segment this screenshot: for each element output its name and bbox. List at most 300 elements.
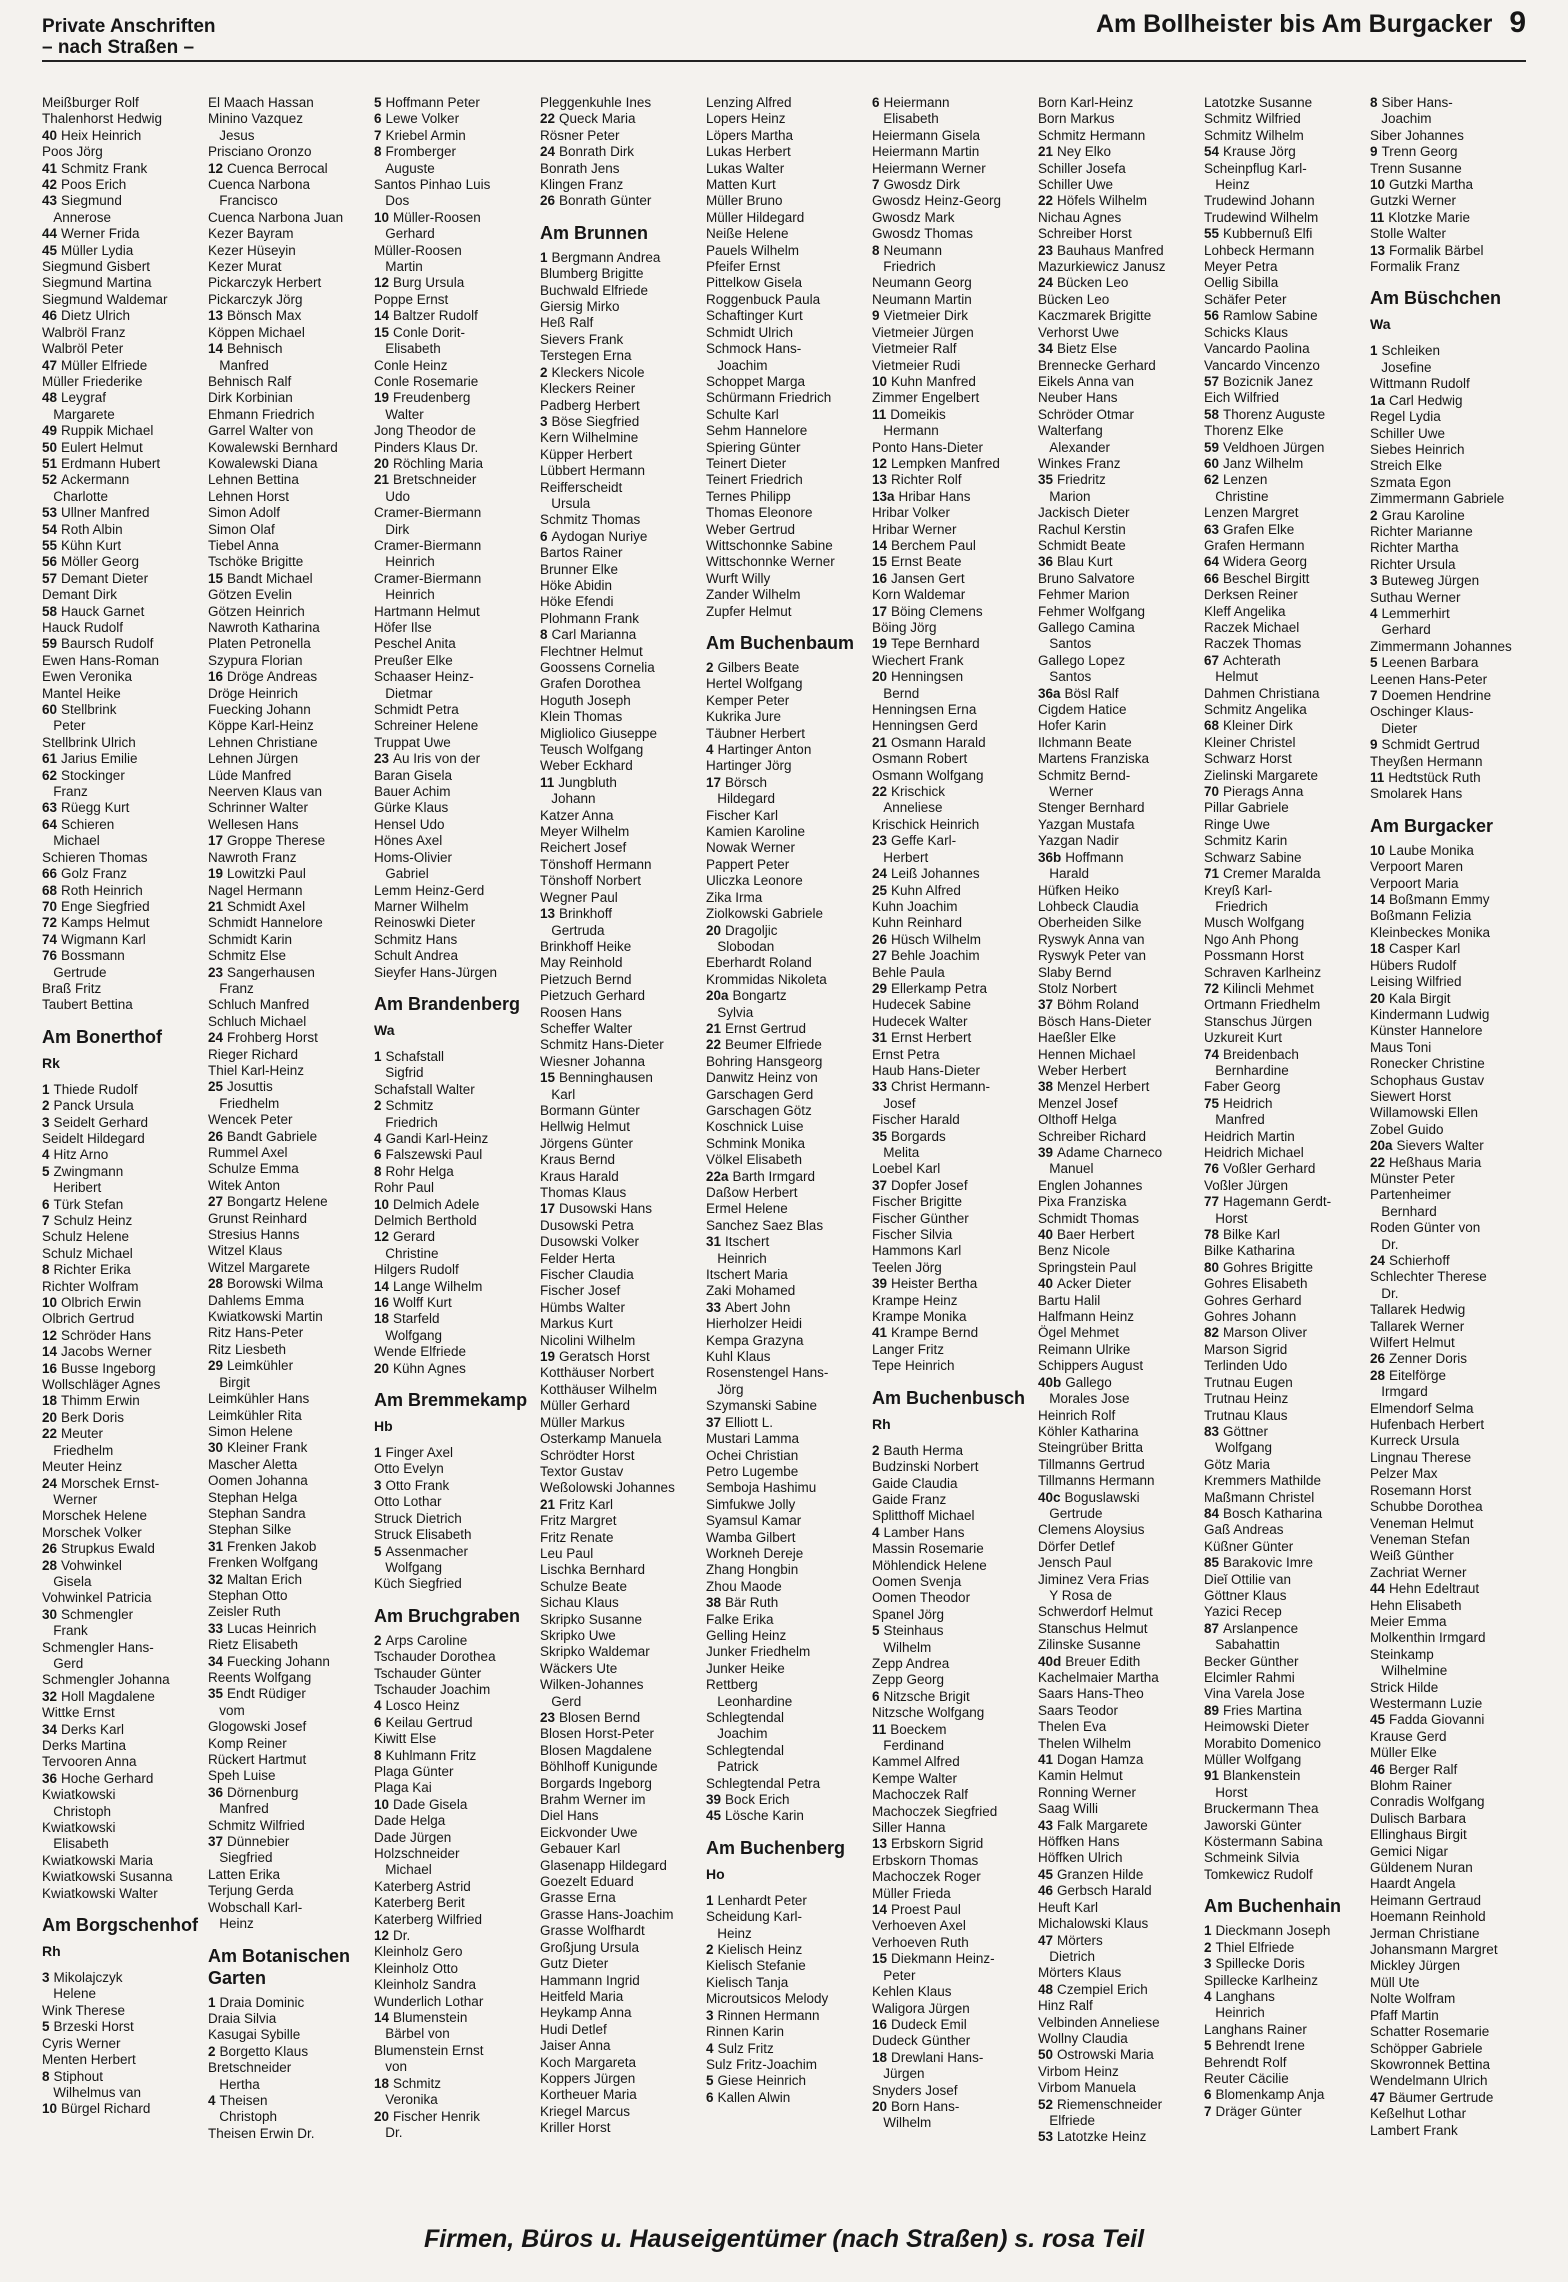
resident-entry — [1038, 1670, 1200, 1686]
resident-name: Fadda Giovanni — [1389, 1712, 1485, 1728]
resident-name: Nitzsche Wolfgang — [872, 1705, 985, 1721]
resident-entry — [374, 1115, 536, 1131]
resident-name: Lischka Bernhard — [540, 1562, 646, 1578]
house-number: 44 — [42, 226, 58, 242]
resident-name: Roden Günter von — [1370, 1220, 1481, 1236]
resident-entry — [374, 210, 536, 226]
resident-name: Gutzki Werner — [1370, 193, 1457, 209]
directory-column — [374, 95, 536, 2225]
resident-entry — [42, 702, 204, 718]
resident-name: Dietz Ulrich — [61, 308, 131, 324]
resident-name: Hoemann Reinhold — [1370, 1909, 1486, 1925]
house-number: 19 — [872, 636, 888, 652]
resident-name: Langhans — [1215, 1988, 1275, 2004]
resident-entry — [540, 1989, 702, 2005]
resident-entry — [42, 1131, 204, 1147]
resident-name: Hüsch Wilhelm — [891, 931, 982, 947]
house-number: 14 — [872, 537, 888, 553]
house-number: 22a — [706, 1168, 729, 1184]
resident-name: Thiel Elfriede — [1215, 1939, 1295, 1955]
resident-entry — [872, 505, 1034, 521]
resident-name: Casper Karl — [1389, 941, 1461, 957]
resident-name: Bretschneider — [208, 2060, 292, 2076]
resident-name: Schmidt Axel — [227, 898, 306, 914]
house-number: 22 — [872, 784, 888, 800]
house-number: 10 — [872, 373, 888, 389]
house-number: 14 — [1370, 892, 1386, 908]
house-number: 48 — [42, 390, 58, 406]
header-title-line2: – nach Straßen – — [42, 37, 195, 58]
resident-name: Böing Jörg — [872, 620, 937, 635]
resident-entry — [706, 390, 868, 406]
resident-name: Ackermann — [61, 472, 130, 488]
resident-name: Kleinholz Sandra — [374, 1977, 477, 1993]
resident-name: Rösner Peter — [540, 127, 620, 143]
resident-entry — [208, 1621, 370, 1637]
header-range-title: Am Bollheister bis Am Burgacker — [1095, 10, 1493, 38]
resident-name: Roth Heinrich — [61, 882, 143, 898]
resident-entry — [1038, 2113, 1200, 2129]
resident-name: Mustari Lamma — [706, 1431, 800, 1447]
resident-entry — [872, 1623, 1034, 1639]
resident-entry — [1038, 636, 1200, 652]
resident-name: Schmock Hans- — [706, 341, 802, 357]
resident-entry — [208, 1325, 370, 1341]
resident-name: Kuhn Manfred — [891, 373, 976, 389]
resident-name: Löpers Martha — [706, 127, 794, 143]
resident-name: Oellig Sibilla — [1204, 275, 1279, 291]
resident-entry — [1370, 1598, 1532, 1614]
resident-entry — [706, 1776, 868, 1792]
resident-name: Schmitz Bernd- — [1038, 767, 1131, 783]
resident-name: Leimkühler — [227, 1358, 294, 1374]
resident-name: Kaczmarek Brigitte — [1038, 308, 1152, 324]
resident-name: Meißburger Rolf — [42, 95, 139, 110]
resident-entry — [374, 1461, 536, 1477]
resident-entry — [1038, 2031, 1200, 2047]
resident-entry — [1204, 1030, 1366, 1046]
resident-entry — [1038, 686, 1200, 702]
resident-entry — [374, 2109, 536, 2125]
resident-name: Jaiser Anna — [540, 2038, 611, 2054]
resident-name: Pfeifer Ernst — [706, 259, 781, 275]
resident-name: Hudecek Walter — [872, 1013, 968, 1029]
house-number: 58 — [1204, 406, 1220, 422]
resident-name: Schreiber Horst — [1038, 226, 1132, 242]
resident-name: Lehnen Christiane — [208, 734, 318, 750]
resident-name: Yazici Recep — [1204, 1604, 1282, 1620]
resident-entry — [1204, 456, 1366, 472]
resident-entry — [706, 1005, 868, 1021]
resident-name: Fischer Henrik — [393, 2108, 481, 2124]
resident-entry — [42, 1804, 204, 1820]
resident-entry — [208, 833, 370, 849]
resident-name: Schwarz Horst — [1204, 751, 1292, 767]
resident-entry — [374, 1180, 536, 1196]
resident-entry — [208, 177, 370, 193]
resident-name: Fischer Brigitte — [872, 1194, 963, 1210]
resident-name: Witzel Margarete — [208, 1259, 311, 1275]
house-number: 3 — [42, 1970, 50, 1986]
house-number: 20a — [706, 988, 729, 1004]
resident-name: Müller-Roosen — [393, 209, 481, 225]
resident-entry — [1038, 948, 1200, 964]
resident-name: Benninghausen — [559, 1070, 653, 1086]
resident-name: Gerhard — [374, 226, 435, 242]
resident-name: Werner — [42, 1491, 98, 1507]
resident-entry — [872, 1738, 1034, 1754]
house-number: 24 — [208, 1030, 224, 1046]
resident-name: Y Rosa de — [1038, 1587, 1113, 1603]
house-number: 53 — [1038, 2129, 1054, 2145]
resident-entry — [208, 702, 370, 718]
resident-entry — [1204, 915, 1366, 931]
resident-name: Walbröl Franz — [42, 324, 126, 340]
resident-entry — [374, 423, 536, 439]
resident-entry — [1370, 991, 1532, 1007]
resident-entry — [872, 1754, 1034, 1770]
resident-entry — [374, 2076, 536, 2092]
resident-name: Kotthäuser Norbert — [540, 1365, 655, 1381]
resident-name: Bernhard — [1370, 1203, 1437, 1219]
house-number: 10 — [374, 209, 390, 225]
resident-entry — [540, 161, 702, 177]
resident-entry — [374, 2010, 536, 2026]
resident-entry — [42, 341, 204, 357]
resident-entry — [706, 1991, 868, 2007]
resident-name: Kezer Hüseyin — [208, 242, 296, 258]
resident-entry — [872, 177, 1034, 193]
house-number: 14 — [208, 341, 224, 357]
resident-entry — [1204, 538, 1366, 554]
resident-entry — [872, 1443, 1034, 1459]
resident-entry — [706, 2073, 868, 2089]
resident-name: Holl Magdalene — [61, 1688, 155, 1704]
resident-name: Müller Bruno — [706, 193, 783, 209]
resident-name: Kwiatkowski Martin — [208, 1309, 323, 1325]
resident-name: Lehnen Horst — [208, 488, 290, 504]
resident-entry — [1370, 1794, 1532, 1810]
resident-entry — [872, 1705, 1034, 1721]
resident-name: Trenn Susanne — [1370, 160, 1462, 176]
house-number: 38 — [1038, 1079, 1054, 1095]
resident-entry — [1370, 1827, 1532, 1843]
resident-entry — [1370, 210, 1532, 226]
resident-entry — [1038, 193, 1200, 209]
resident-entry — [1038, 2015, 1200, 2031]
resident-name: Heykamp Anna — [540, 2005, 632, 2021]
house-number: 45 — [706, 1808, 722, 1824]
resident-name: Ritz Hans-Peter — [208, 1325, 304, 1341]
resident-name: Leiß Johannes — [891, 866, 980, 882]
resident-name: Dahmen Christiana — [1204, 685, 1320, 701]
resident-name: Westermann Luzie — [1370, 1695, 1483, 1711]
street-heading: Am Bruchgraben — [374, 1605, 521, 1626]
resident-name: Skowronnek Bettina — [1370, 2056, 1491, 2072]
resident-entry — [208, 95, 370, 111]
resident-name: Dräger Günter — [1215, 2103, 1302, 2119]
resident-entry — [872, 193, 1034, 209]
resident-name: Gandi Karl-Heinz — [385, 1130, 489, 1146]
resident-name: Frenken Wolfgang — [208, 1555, 319, 1571]
resident-entry — [42, 1970, 204, 1986]
resident-name: Behle Joachim — [891, 948, 980, 964]
resident-name: Hammons Karl — [872, 1243, 962, 1259]
resident-name: Born Markus — [1038, 111, 1115, 127]
resident-entry — [42, 275, 204, 291]
resident-name: Türk Stefan — [53, 1196, 124, 1212]
resident-entry — [1370, 1433, 1532, 1449]
resident-name: Behle Paula — [872, 964, 945, 980]
resident-entry — [1370, 843, 1532, 859]
resident-entry — [42, 1738, 204, 1754]
resident-entry — [1038, 292, 1200, 308]
resident-entry — [1038, 718, 1200, 734]
resident-entry — [1370, 1614, 1532, 1630]
house-number: 8 — [374, 1163, 382, 1179]
resident-entry — [208, 1096, 370, 1112]
resident-entry — [42, 965, 204, 981]
resident-entry — [374, 751, 536, 767]
resident-entry — [208, 489, 370, 505]
resident-name: Garschagen Gerd — [706, 1086, 814, 1102]
resident-name: Thelen Eva — [1038, 1719, 1107, 1735]
resident-name: Witzel Klaus — [208, 1243, 283, 1259]
resident-entry — [872, 932, 1034, 948]
resident-name: Leu Paul — [540, 1545, 594, 1561]
resident-name: Slobodan — [706, 938, 775, 954]
resident-entry — [1370, 2123, 1532, 2139]
resident-entry — [1038, 489, 1200, 505]
resident-name: Stolle Walter — [1370, 226, 1447, 242]
resident-entry — [1038, 1391, 1200, 1407]
resident-name: Lukas Herbert — [706, 144, 791, 160]
resident-name: Wollschläger Agnes — [42, 1377, 161, 1393]
resident-entry — [1204, 1375, 1366, 1391]
resident-name: Hildegard — [706, 791, 776, 807]
resident-entry — [1038, 1982, 1200, 1998]
resident-name: Thomas Klaus — [540, 1185, 627, 1200]
resident-name: Müller Elfriede — [61, 357, 148, 373]
resident-name: Johansmann Margret — [1370, 1942, 1498, 1958]
resident-entry — [706, 2008, 868, 2024]
house-number: 7 — [1370, 688, 1378, 703]
resident-entry — [208, 1490, 370, 1506]
resident-entry — [1038, 1260, 1200, 1276]
resident-name: Blosen Bernd — [559, 1710, 641, 1725]
resident-entry — [208, 1243, 370, 1259]
resident-name: Ramlow Sabine — [1223, 308, 1318, 324]
house-number: 36 — [1038, 554, 1054, 570]
resident-entry — [1038, 308, 1200, 324]
house-number: 24 — [42, 1475, 58, 1491]
resident-name: Becker Günther — [1204, 1653, 1299, 1669]
resident-name: Ochei Christian — [706, 1447, 799, 1463]
resident-entry — [1204, 1211, 1366, 1227]
resident-entry — [1370, 941, 1532, 957]
house-number: 8 — [42, 1262, 50, 1278]
resident-name: Rummel Axel — [208, 1145, 288, 1160]
resident-name: Kempe Walter — [872, 1770, 958, 1786]
resident-name: Lewe Volker — [385, 111, 460, 127]
resident-entry — [1204, 1834, 1366, 1850]
resident-entry — [540, 2071, 702, 2087]
resident-entry — [1038, 1785, 1200, 1801]
resident-entry — [374, 653, 536, 669]
resident-name: Vina Varela Jose — [1204, 1686, 1305, 1702]
resident-name: Zepp Georg — [872, 1672, 945, 1688]
resident-name: Bretschneider — [393, 472, 477, 488]
resident-name: Heiermann Gisela — [872, 127, 981, 143]
resident-name: Dr. — [1370, 1285, 1399, 1301]
house-number: 55 — [1204, 226, 1220, 242]
resident-name: Partenheimer — [1370, 1187, 1452, 1203]
resident-name: Bormann Günter — [540, 1102, 640, 1118]
resident-entry — [540, 365, 702, 381]
resident-entry — [1370, 721, 1532, 737]
resident-entry — [872, 1161, 1034, 1177]
resident-entry — [42, 1640, 204, 1656]
house-number: 52 — [1038, 2096, 1054, 2112]
house-number: 48 — [1038, 1981, 1054, 1997]
resident-name: Stephan Otto — [208, 1587, 288, 1603]
resident-entry — [1370, 1319, 1532, 1335]
house-number: 14 — [374, 1278, 390, 1294]
resident-name: Zobel Guido — [1370, 1121, 1444, 1137]
resident-entry — [1370, 1680, 1532, 1696]
resident-entry — [208, 1375, 370, 1391]
resident-name: Vohwinkel Patricia — [42, 1590, 152, 1606]
resident-entry — [1038, 1998, 1200, 2014]
resident-entry — [42, 2069, 204, 2085]
resident-name: Losco Heinz — [385, 1698, 460, 1714]
resident-name: Schiller Uwe — [1370, 425, 1446, 441]
resident-name: Osmann Harald — [891, 734, 986, 750]
resident-entry — [706, 1169, 868, 1185]
resident-entry — [1038, 554, 1200, 570]
resident-entry — [42, 2052, 204, 2068]
resident-entry — [540, 1907, 702, 1923]
house-number: 40b — [1038, 1374, 1062, 1390]
resident-name: Hufenbach Herbert — [1370, 1417, 1485, 1433]
resident-name: Schmeink Silvia — [1204, 1850, 1300, 1866]
resident-name: Lenhardt Peter — [717, 1892, 807, 1908]
resident-entry — [1370, 1663, 1532, 1679]
resident-name: Dogan Hamza — [1057, 1752, 1144, 1768]
resident-name: Wobschall Karl- — [208, 1899, 303, 1915]
resident-name: Kriegel Marcus — [540, 2103, 631, 2119]
resident-name: Behnisch — [227, 341, 283, 357]
resident-name: Skripko Waldemar — [540, 1644, 650, 1660]
resident-entry — [1370, 524, 1532, 540]
resident-name: Verhoeven Axel — [872, 1918, 966, 1934]
resident-name: Gallego Camina — [1038, 620, 1135, 635]
house-number: 45 — [1038, 1866, 1054, 1882]
house-number: 35 — [1038, 472, 1054, 488]
resident-entry — [42, 1229, 204, 1245]
resident-entry — [540, 1579, 702, 1595]
resident-name: Oomen Svenja — [872, 1573, 962, 1589]
resident-name: Wigmann Karl — [61, 931, 146, 947]
house-number: 28 — [1370, 1367, 1386, 1383]
house-number: 19 — [540, 1349, 556, 1365]
resident-entry — [872, 1541, 1034, 1557]
resident-entry — [42, 1558, 204, 1574]
resident-name: Zander Wilhelm — [706, 587, 801, 603]
resident-entry — [540, 414, 702, 430]
resident-name: Täubner Herbert — [706, 725, 806, 741]
resident-entry — [540, 1333, 702, 1349]
district-code: Ho — [706, 1865, 725, 1882]
resident-entry — [706, 325, 868, 341]
house-number: 36b — [1038, 849, 1062, 865]
house-number: 2 — [706, 1942, 714, 1958]
house-number: 2 — [1204, 1939, 1212, 1955]
resident-name: Grau Karoline — [1381, 507, 1465, 523]
house-number: 15 — [540, 1070, 556, 1086]
resident-name: Englen Johannes — [1038, 1177, 1143, 1193]
resident-name: Drewlani Hans- — [891, 2049, 984, 2065]
resident-entry — [42, 1722, 204, 1738]
directory-column — [1204, 95, 1366, 2225]
resident-name: Baursch Rudolf — [61, 636, 154, 652]
resident-name: Meyer Wilhelm — [540, 824, 630, 840]
resident-entry — [1038, 472, 1200, 488]
resident-entry — [374, 144, 536, 160]
district-code: Wa — [374, 1021, 395, 1038]
house-number: 20 — [374, 455, 390, 471]
resident-name: Joachim — [706, 1726, 768, 1742]
resident-entry — [1204, 1490, 1366, 1506]
resident-entry — [1370, 1876, 1532, 1892]
resident-name: Loebel Karl — [872, 1161, 941, 1177]
resident-name: Gohres Gerhard — [1204, 1292, 1302, 1308]
resident-entry — [1038, 817, 1200, 833]
resident-name: Czempiel Erich — [1057, 1981, 1148, 1997]
resident-entry — [42, 1147, 204, 1163]
house-number: 15 — [208, 570, 224, 586]
resident-entry — [872, 2033, 1034, 2049]
resident-name: Weber Herbert — [1038, 1062, 1127, 1078]
resident-entry — [872, 1640, 1034, 1656]
resident-entry — [1204, 1818, 1366, 1834]
resident-name: Heimann Gertraud — [1370, 1892, 1482, 1908]
resident-name: Kamin Helmut — [1038, 1768, 1123, 1784]
resident-name: Demant Dieter — [61, 570, 149, 586]
resident-entry — [374, 1649, 536, 1665]
resident-entry — [706, 1909, 868, 1925]
resident-entry — [208, 522, 370, 538]
resident-entry — [1038, 915, 1200, 931]
resident-entry — [1038, 2097, 1200, 2113]
house-number: 2 — [42, 1098, 50, 1114]
resident-name: Dahlems Emma — [208, 1292, 305, 1308]
resident-entry — [706, 1037, 868, 1053]
resident-entry — [42, 915, 204, 931]
resident-name: Latten Erika — [208, 1866, 281, 1882]
resident-name: Massin Rosemarie — [872, 1541, 984, 1557]
resident-entry — [1204, 1785, 1366, 1801]
resident-entry — [1204, 177, 1366, 193]
resident-name: Conle Dorit- — [393, 324, 466, 340]
resident-entry — [872, 915, 1034, 931]
resident-name: Ronecker Christine — [1370, 1056, 1485, 1072]
resident-name: Trudewind Johann — [1204, 193, 1315, 209]
resident-name: Kleinholz Otto — [374, 1960, 459, 1976]
resident-entry — [1204, 1555, 1366, 1571]
resident-name: Schiller Josefa — [1038, 160, 1126, 176]
resident-name: Heinrich Rolf — [1038, 1407, 1116, 1423]
